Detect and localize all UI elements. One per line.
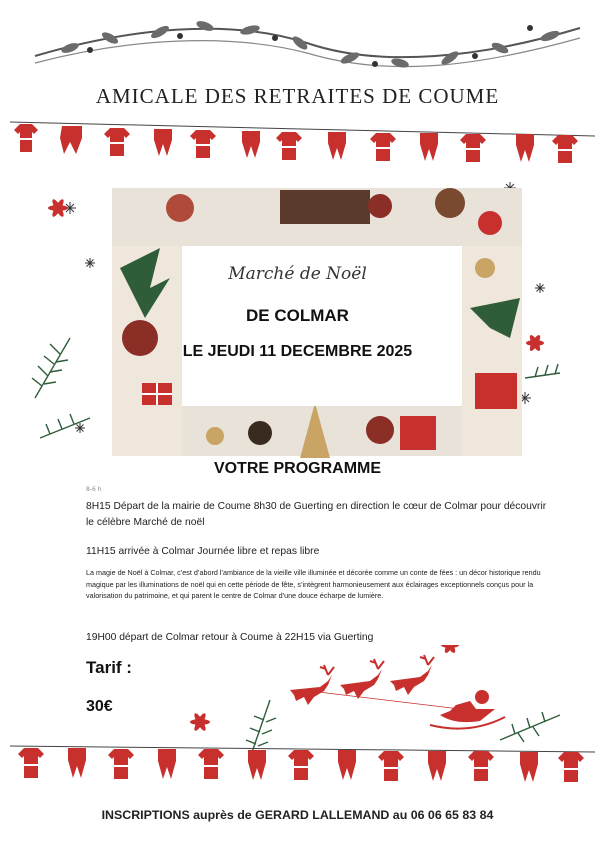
programme-heading: VOTRE PROGRAMME [213,460,382,477]
city-title: DE COLMAR [246,306,349,325]
inscriptions-contact: INSCRIPTIONS auprès de GERARD LALLEMAND au 06 06 65 83 84 [101,808,494,822]
price-value: 30€ [86,698,113,715]
santa-suit-garland [10,738,595,788]
event-date: LE JEUDI 11 DECEMBRE 2025 [182,343,413,360]
tarif-label: Tarif : [86,658,132,677]
santa-suit-icon [10,118,595,166]
return-text: 19H00 départ de Colmar retour à Coume à 22H15 via Guerting [86,632,374,643]
description-text: La magie de Noël à Colmar, c’est d’abord l’ambiance de la vieille ville illuminée et décorée comme un conte de fées : un décor historique rendu magique par les illuminations de noël qui en cette période de fête, s’intègrent harmonieusement aux éclairages exceptionnels conçus pour la valorisation du patrimoine, et qui parent le centre de Colmar d’une douce écharpe de lumière. [86,568,541,600]
arrival-text: 11H15 arrivée à Colmar Journée libre et repas libre [86,546,320,557]
tiny-mark: 8-6 h [86,486,102,493]
holly-garland-icon [30,8,585,78]
departure-text: 8H15 Départ de la mairie de Coume 8h30 de Guerting en direction le cœur de Colmar pour découvrir le célèbre Marché de noël [86,501,547,528]
market-title: Marché de Noël [228,264,367,284]
page-title: AMICALE DES RETRAITES DE COUME [95,84,500,108]
